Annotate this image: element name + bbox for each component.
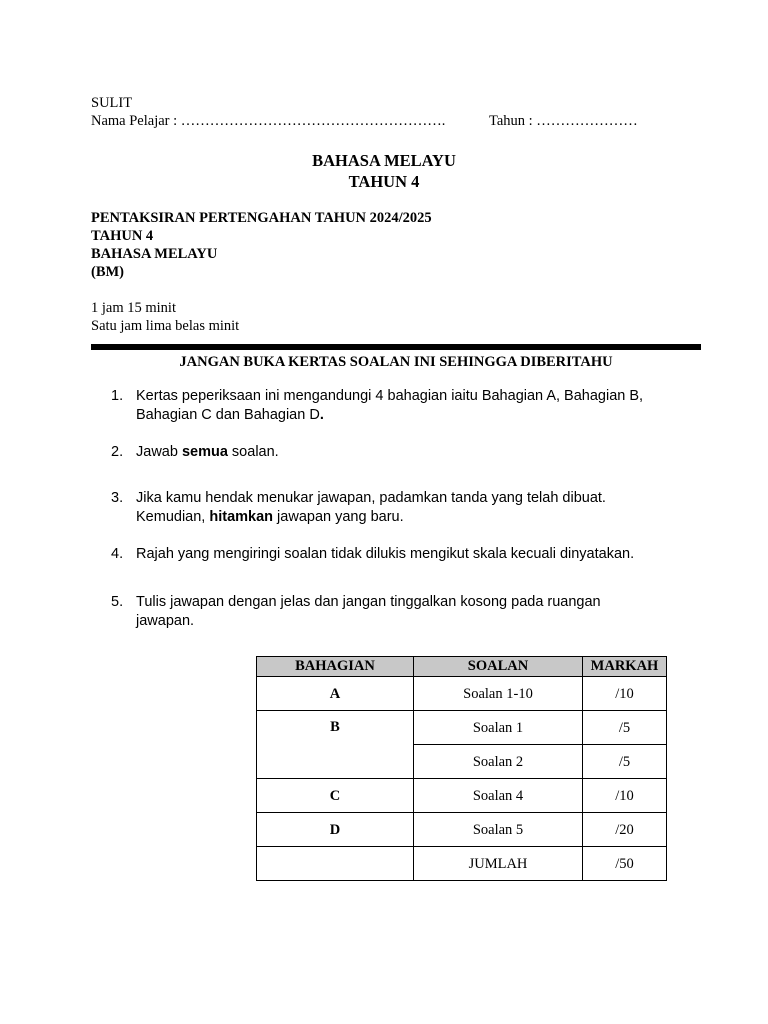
- instruction-item: Rajah yang mengiringi soalan tidak dilukis mengikut skala kecuali dinyatakan.: [136, 546, 635, 562]
- exam-subject: BAHASA MELAYU: [91, 246, 218, 262]
- table-header-row: [257, 657, 667, 677]
- exam-name: PENTAKSIRAN PERTENGAHAN TAHUN 2024/2025: [91, 210, 432, 226]
- instruction-text-part: soalan.: [227, 444, 279, 460]
- instruction-text-part: Jawab: [136, 444, 182, 460]
- year-field: Tahun : …………………: [489, 113, 638, 129]
- student-name-field: Nama Pelajar : ……………………………………………….: [91, 113, 446, 129]
- instruction-text-bold: hitamkan: [209, 509, 274, 525]
- instruction-item: [136, 443, 696, 462]
- instruction-text: Tulis jawapan dengan jelas dan jangan tinggalkan kosong pada ruangan: [136, 594, 601, 610]
- section-cell: B: [257, 711, 414, 779]
- column-header-question: SOALAN: [414, 657, 583, 677]
- table-row: [257, 813, 667, 847]
- page-subtitle: TAHUN 4: [348, 172, 420, 191]
- classification-label: SULIT: [91, 95, 133, 111]
- page-title: BAHASA MELAYU: [312, 151, 456, 170]
- instruction-text-bold: semua: [181, 444, 228, 460]
- warning-notice: JANGAN BUKA KERTAS SOALAN INI SEHINGGA DIBERITAHU: [179, 354, 613, 370]
- duration-numeric: 1 jam 15 minit: [91, 300, 176, 316]
- duration-words: Satu jam lima belas minit: [91, 318, 240, 334]
- section-cell: [257, 847, 414, 881]
- instruction-text-part: Bahagian C dan Bahagian D: [136, 407, 320, 423]
- total-marks-cell: /50: [583, 847, 667, 881]
- divider-rule: [91, 344, 701, 350]
- instruction-text: jawapan.: [136, 613, 195, 629]
- question-cell: Soalan 2: [414, 745, 583, 779]
- instruction-text-part: jawapan yang baru.: [273, 509, 404, 525]
- section-cell: D: [257, 813, 414, 847]
- question-cell: Soalan 4: [414, 779, 583, 813]
- instruction-item: [136, 489, 696, 527]
- instruction-text-part: Kemudian,: [136, 509, 210, 525]
- section-cell: C: [257, 779, 414, 813]
- marks-cell: /10: [583, 779, 667, 813]
- column-header-marks: MARKAH: [583, 657, 667, 677]
- instruction-text-bold: .: [319, 407, 324, 423]
- instruction-number: 5.: [111, 594, 124, 610]
- total-label-cell: JUMLAH: [414, 847, 583, 881]
- instruction-number: 4.: [111, 546, 124, 562]
- table-row: [257, 711, 667, 745]
- table-row-total: [257, 847, 667, 881]
- marks-cell: /10: [583, 677, 667, 711]
- instruction-item: [136, 387, 696, 425]
- instruction-number: 2.: [111, 444, 124, 460]
- instruction-item: [136, 593, 696, 631]
- table-row: [257, 779, 667, 813]
- instruction-text: [136, 406, 696, 425]
- question-cell: Soalan 1: [414, 711, 583, 745]
- exam-subject-code: (BM): [91, 264, 125, 280]
- marks-cell: /20: [583, 813, 667, 847]
- table-row: [257, 677, 667, 711]
- section-cell: A: [257, 677, 414, 711]
- question-cell: Soalan 5: [414, 813, 583, 847]
- question-cell: Soalan 1-10: [414, 677, 583, 711]
- marks-table: [256, 656, 667, 881]
- instruction-number: 3.: [111, 490, 124, 506]
- instruction-text: Kertas peperiksaan ini mengandungi 4 bahagian iaitu Bahagian A, Bahagian B,: [136, 388, 644, 404]
- column-header-section: BAHAGIAN: [257, 657, 414, 677]
- instruction-number: 1.: [111, 388, 124, 404]
- marks-cell: /5: [583, 745, 667, 779]
- instruction-text: [136, 508, 696, 527]
- exam-grade: TAHUN 4: [91, 228, 154, 244]
- instruction-text: Jika kamu hendak menukar jawapan, padamkan tanda yang telah dibuat.: [136, 490, 606, 506]
- marks-cell: /5: [583, 711, 667, 745]
